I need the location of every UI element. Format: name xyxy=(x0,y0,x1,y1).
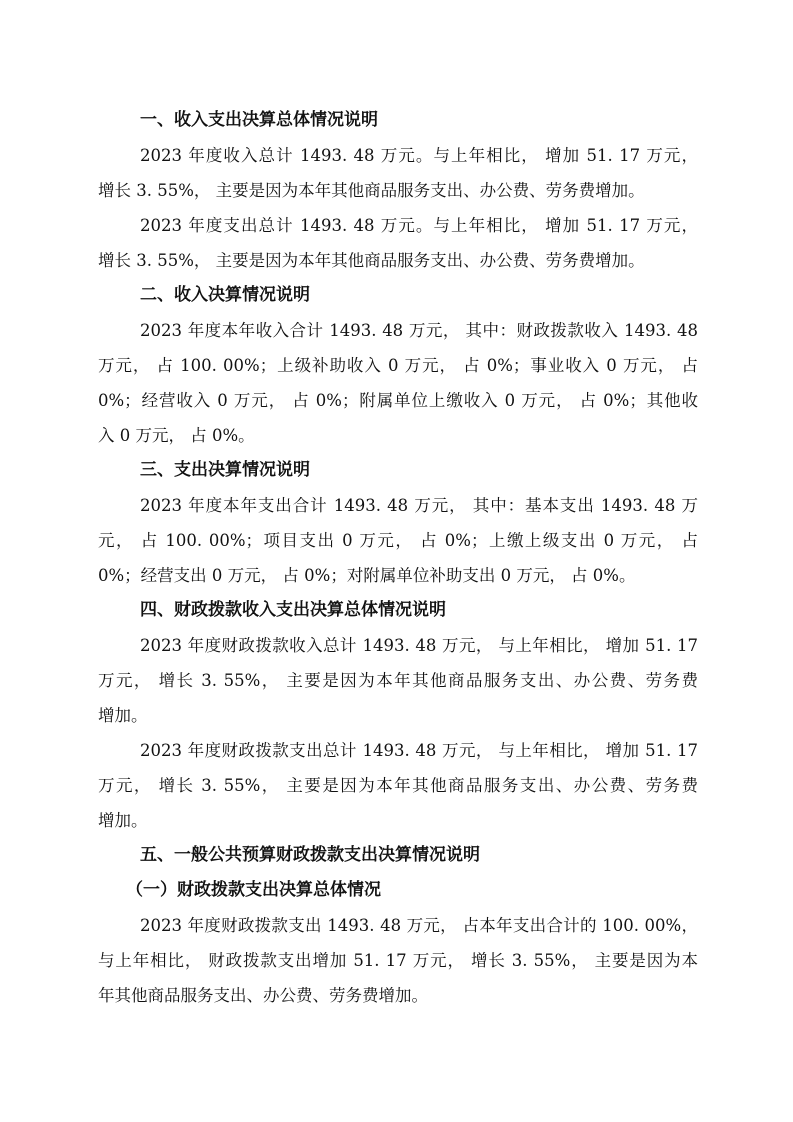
section-heading: 五、一般公共预算财政拨款支出决算情况说明 xyxy=(140,845,480,865)
text-line: 元， 占 100. 00%；项目支出 0 万元， 占 0%；上缴上级支出 0 万元， 占 xyxy=(98,531,698,550)
text-line: 万元， 占 100. 00%；上级补助收入 0 万元， 占 0%；事业收入 0 万元， 占 xyxy=(98,356,698,375)
text-line: 2023 年度财政拨款收入总计 1493. 48 万元， 与上年相比， 增加 51. 17 xyxy=(140,636,698,655)
text-line: 2023 年度本年收入合计 1493. 48 万元， 其中：财政拨款收入 1493. 48 xyxy=(140,321,698,340)
text-line: 增长 3. 55%， 主要是因为本年其他商品服务支出、办公费、劳务费增加。 xyxy=(98,251,645,270)
paragraph xyxy=(98,138,698,208)
text-line: 2023 年度财政拨款支出 1493. 48 万元， 占本年支出合计的 100. 00%， xyxy=(140,916,698,935)
section-heading: 三、支出决算情况说明 xyxy=(140,460,310,480)
text-line: 2023 年度收入总计 1493. 48 万元。与上年相比， 增加 51. 17 万元， xyxy=(140,146,698,165)
text-line: 2023 年度本年支出合计 1493. 48 万元， 其中：基本支出 1493. 48 万 xyxy=(140,496,698,515)
subsection-heading: （一）财政拨款支出决算总体情况 xyxy=(126,880,381,900)
section-heading: 二、收入决算情况说明 xyxy=(140,285,310,305)
text-line: 增加。 xyxy=(98,811,148,830)
text-line: 增长 3. 55%， 主要是因为本年其他商品服务支出、办公费、劳务费增加。 xyxy=(98,181,645,200)
paragraph xyxy=(98,313,698,453)
text-line: 万元， 增长 3. 55%， 主要是因为本年其他商品服务支出、办公费、劳务费 xyxy=(98,671,698,690)
paragraph xyxy=(98,733,698,838)
section-heading: 四、财政拨款收入支出决算总体情况说明 xyxy=(140,600,446,620)
text-line: 增加。 xyxy=(98,706,148,725)
text-line: 2023 年度财政拨款支出总计 1493. 48 万元， 与上年相比， 增加 51. 17 xyxy=(140,741,698,760)
paragraph xyxy=(98,908,698,1013)
text-line: 0%；经营收入 0 万元， 占 0%；附属单位上缴收入 0 万元， 占 0%；其他收 xyxy=(98,391,698,410)
document-body xyxy=(98,103,698,1013)
text-line: 0%；经营支出 0 万元， 占 0%；对附属单位补助支出 0 万元， 占 0%。 xyxy=(98,566,636,585)
text-line: 年其他商品服务支出、办公费、劳务费增加。 xyxy=(98,986,428,1005)
paragraph xyxy=(98,628,698,733)
text-line: 入 0 万元， 占 0%。 xyxy=(98,426,255,445)
paragraph xyxy=(98,208,698,278)
text-line: 2023 年度支出总计 1493. 48 万元。与上年相比， 增加 51. 17 万元， xyxy=(140,216,698,235)
paragraph xyxy=(98,488,698,593)
text-line: 与上年相比， 财政拨款支出增加 51. 17 万元， 增长 3. 55%， 主要是因为本 xyxy=(98,951,698,970)
section-heading: 一、收入支出决算总体情况说明 xyxy=(140,110,378,130)
text-line: 万元， 增长 3. 55%， 主要是因为本年其他商品服务支出、办公费、劳务费 xyxy=(98,776,698,795)
